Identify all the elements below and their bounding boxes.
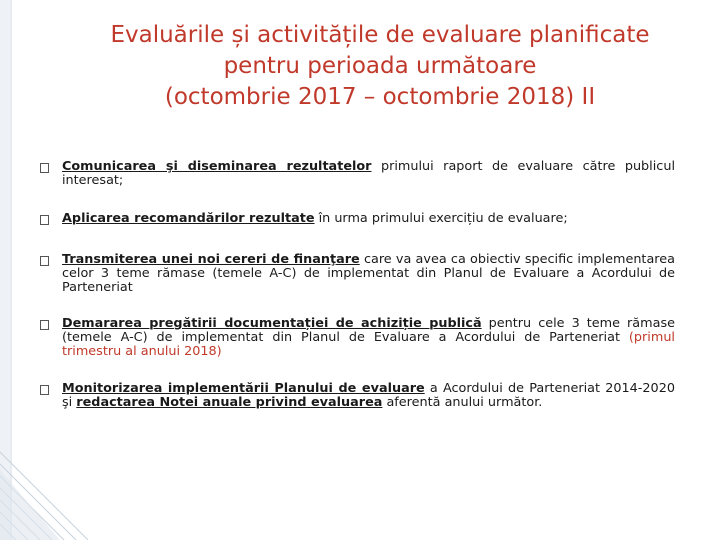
list-item-text xyxy=(62,212,568,226)
list-item xyxy=(40,317,675,359)
list-item-text xyxy=(62,160,675,188)
list-item xyxy=(40,382,675,410)
list-item xyxy=(40,253,675,295)
checkbox-bullet-icon xyxy=(40,320,49,330)
item-text-2: aferentă anului următor. xyxy=(382,395,543,410)
checkbox-bullet-icon xyxy=(40,215,49,225)
item-red-text: (primul trimestru al anului 2018) xyxy=(62,330,675,359)
item-text: în urma primului exercițiu de evaluare; xyxy=(314,211,568,226)
list-item xyxy=(40,212,568,226)
item-text: care va avea ca obiectiv specific implementarea celor 3 teme rămase (temele A-C) de implementat din Planul de Evaluare a Acordului de Parteneriat xyxy=(62,252,675,295)
item-bold-text: Comunicarea şi diseminarea rezultatelor xyxy=(62,159,372,174)
item-bold-text: Monitorizarea implementării Planului de evaluare xyxy=(62,381,425,396)
title-line-1: Evaluările și activitățile de evaluare planificate xyxy=(110,22,650,48)
title-line-3: (octombrie 2017 – octombrie 2018) II xyxy=(164,84,596,110)
checkbox-bullet-icon xyxy=(40,256,49,266)
title-line-2: pentru perioada următoare xyxy=(223,53,537,79)
item-text: a Acordului de Parteneriat 2014-2020 şi xyxy=(62,381,675,410)
checkbox-bullet-icon xyxy=(40,385,49,395)
item-text: primului raport de evaluare către publicul interesat; xyxy=(62,159,675,188)
corner-decorative-lines xyxy=(0,440,90,540)
item-bold-text: Demararea pregătirii documentației de achiziție publică xyxy=(62,316,482,331)
page-title xyxy=(40,20,720,113)
item-bold-text-2: redactarea Notei anuale privind evaluarea xyxy=(76,395,383,410)
list-item-text xyxy=(62,382,675,410)
list-item-text xyxy=(62,253,675,295)
item-bold-text: Transmiterea unei noi cereri de finanţare xyxy=(62,252,360,267)
item-text: pentru cele 3 teme rămase (temele A-C) de implementat din Planul de Evaluare a Acordului de Parteneriat xyxy=(62,316,675,345)
item-bold-text: Aplicarea recomandărilor rezultate xyxy=(62,211,315,226)
checkbox-bullet-icon xyxy=(40,163,49,173)
list-item xyxy=(40,160,675,188)
list-item-text xyxy=(62,317,675,359)
